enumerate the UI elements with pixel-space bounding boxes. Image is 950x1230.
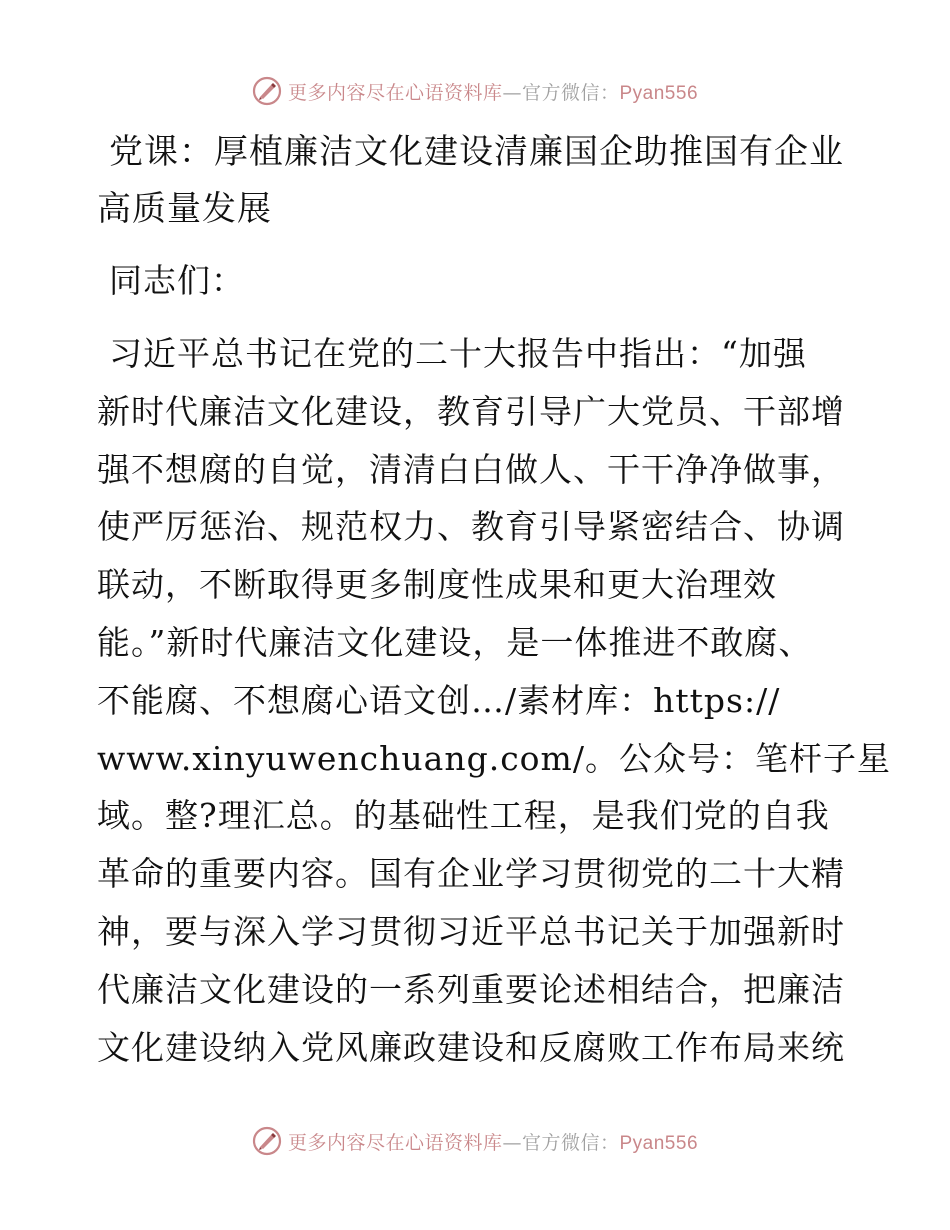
watermark-separator: — — [502, 81, 522, 104]
watermark-brand: 更多内容尽在心语资料库 — [287, 81, 503, 104]
document-title — [97, 124, 857, 238]
body-line: 强不想腐的自觉，清清白白做人、干干净净做事， — [97, 449, 845, 489]
body-line: 习近平总书记在党的二十大报告中指出：“加强 — [109, 334, 807, 373]
watermark-official-label: 官方微信： — [521, 1131, 620, 1154]
watermark-text — [288, 78, 698, 105]
body-line: 联动，不断取得更多制度性成果和更大治理效 — [97, 565, 777, 605]
header-watermark-banner — [0, 74, 950, 108]
body-line: 文化建设纳入党风廉政建设和反腐败工作布局来统 — [97, 1027, 845, 1067]
document-title-line-2: 高质量发展 — [97, 189, 272, 229]
watermark-text — [288, 1128, 698, 1155]
body-line: 使严厉惩治、规范权力、教育引导紧密结合、协调 — [97, 507, 845, 547]
watermark-official-label: 官方微信： — [521, 81, 620, 104]
watermark-separator: — — [502, 1131, 522, 1154]
watermark-wechat-handle: Pyan556 — [619, 1132, 699, 1154]
salutation: 同志们： — [109, 261, 245, 300]
body-line: 域。整?理汇总。的基础性工程，是我们党的自我 — [97, 796, 830, 836]
body-line: 神，要与深入学习贯彻习近平总书记关于加强新时 — [97, 911, 845, 951]
watermark-brand: 更多内容尽在心语资料库 — [287, 1131, 503, 1154]
pen-logo-icon — [252, 1126, 282, 1156]
body-line: 代廉洁文化建设的一系列重要论述相结合，把廉洁 — [97, 969, 845, 1009]
body-line: 不能腐、不想腐心语文创…/素材库：https:// — [97, 680, 781, 720]
body-line: 能。”新时代廉洁文化建设，是一体推进不敢腐、 — [97, 622, 813, 662]
body-line: 新时代廉洁文化建设，教育引导广大党员、干部增 — [97, 391, 845, 431]
document-title-line-1: 党课：厚植廉洁文化建设清廉国企助推国有企业 — [109, 132, 844, 172]
body-line: www.xinyuwenchuang.com/。公众号：笔杆子星 — [97, 738, 891, 778]
body-paragraph — [97, 325, 891, 1076]
pen-logo-icon — [252, 76, 282, 106]
footer-watermark-banner — [0, 1124, 950, 1158]
body-line: 革命的重要内容。国有企业学习贯彻党的二十大精 — [97, 854, 845, 894]
watermark-wechat-handle: Pyan556 — [619, 82, 699, 104]
